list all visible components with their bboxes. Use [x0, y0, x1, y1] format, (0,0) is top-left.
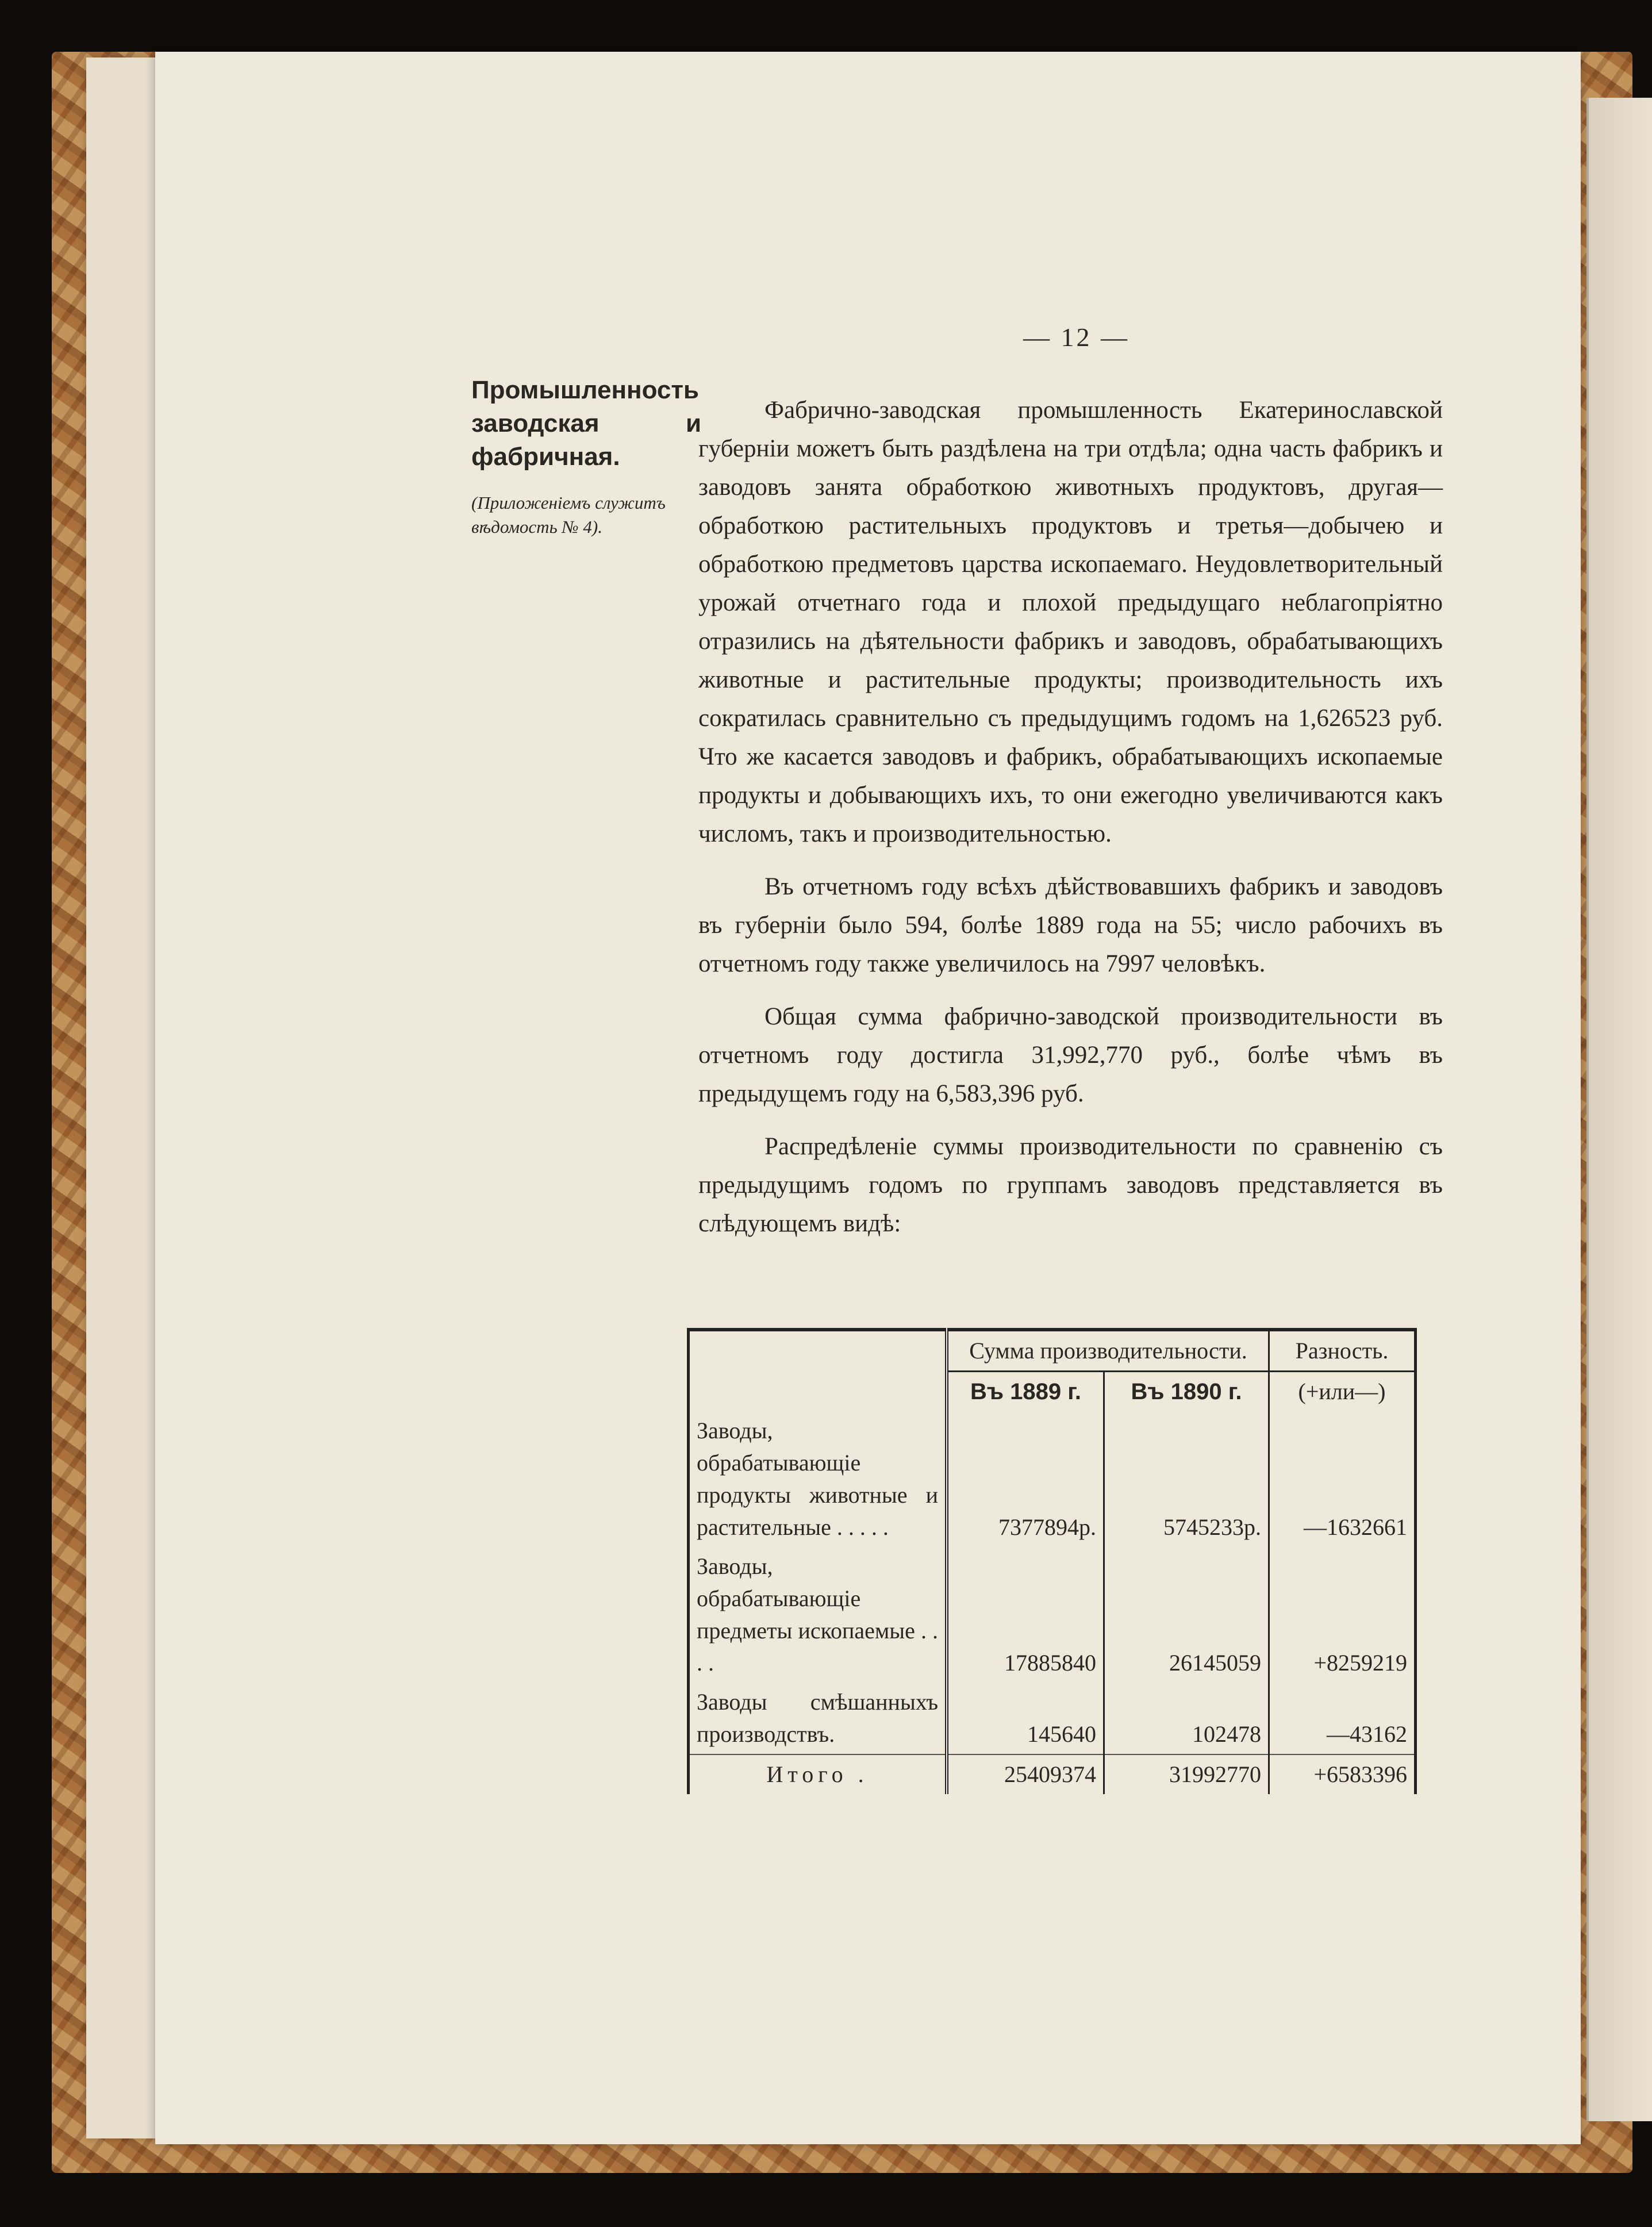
header-sum: Сумма производительности.	[947, 1330, 1269, 1372]
header-difference-sign: (+или—)	[1269, 1372, 1416, 1412]
row-label: Заводы, обрабатывающіе продукты животные и растительные . . . . .	[689, 1411, 947, 1547]
header-empty-cell	[689, 1330, 947, 1411]
margin-heading: Промышленность заводская и фабричная.	[471, 376, 701, 471]
table-row	[689, 1411, 1416, 1547]
page-number: — 12 —	[1023, 322, 1129, 352]
value-difference: —43162	[1269, 1683, 1416, 1754]
total-label: Итого .	[689, 1754, 947, 1794]
body-text	[698, 391, 1443, 1257]
paragraph: Распредѣленіе суммы производительности по сравненію съ предыдущимъ годомъ по группамъ заводовъ представляется въ слѣдующемъ видѣ:	[698, 1133, 1443, 1237]
value-1890: 102478	[1104, 1683, 1269, 1754]
production-table	[687, 1328, 1417, 1794]
value-1889: 17885840	[947, 1547, 1104, 1683]
total-1889: 25409374	[947, 1754, 1104, 1794]
paragraph: Фабрично-заводская промышленность Екатеринославской губерніи можетъ быть раздѣлена на три отдѣла; одна часть фабрикъ и заводовъ занята обработкою животныхъ продуктовъ, другая—обработкою растительныхъ продуктовъ и третья—добычею и обработкою предметовъ царства ископаемаго. Неудовлетворительный урожай отчетнаго года и плохой предыдущаго неблагопріятно отразились на дѣятельности фабрикъ и заводовъ, обрабатывающихъ животные и растительные продукты; производительность ихъ сократилась сравнительно съ предыдущимъ годомъ на 1,626523 руб. Что же касается заводовъ и фабрикъ, обрабатывающихъ ископаемые продукты и добывающихъ ихъ, то они ежегодно увеличиваются какъ числомъ, такъ и производительностью.	[698, 397, 1443, 847]
paragraph: Общая сумма фабрично-заводской производительности въ отчетномъ году достигла 31,992,770 руб., болѣе чѣмъ въ предыдущемъ году на 6,583,396 руб.	[698, 1003, 1443, 1107]
facing-page-edge	[1586, 98, 1652, 2121]
total-difference: +6583396	[1269, 1754, 1416, 1794]
margin-note	[471, 374, 701, 539]
header-year-1890: Въ 1890 г.	[1104, 1372, 1269, 1412]
paragraph: Въ отчетномъ году всѣхъ дѣйствовавшихъ фабрикъ и заводовъ въ губерніи было 594, болѣе 1889 года на 55; число рабочихъ въ отчетномъ году также увеличилось на 7997 человѣкъ.	[698, 873, 1443, 977]
row-label: Заводы смѣшанныхъ производствъ.	[689, 1683, 947, 1754]
value-difference: +8259219	[1269, 1547, 1416, 1683]
value-1889: 145640	[947, 1683, 1104, 1754]
table-row	[689, 1547, 1416, 1683]
value-1889: 7377894р.	[947, 1411, 1104, 1547]
header-year-1889: Въ 1889 г.	[947, 1372, 1104, 1412]
table-header-row	[689, 1330, 1416, 1372]
value-difference: —1632661	[1269, 1411, 1416, 1547]
total-1890: 31992770	[1104, 1754, 1269, 1794]
table-row	[689, 1683, 1416, 1754]
value-1890: 26145059	[1104, 1547, 1269, 1683]
production-table-grid	[687, 1328, 1417, 1794]
value-1890: 5745233р.	[1104, 1411, 1269, 1547]
row-label: Заводы, обрабатывающіе предметы ископаемые . . . .	[689, 1547, 947, 1683]
margin-appendix-reference: (Приложеніемъ служитъ вѣдомость № 4).	[471, 493, 666, 537]
header-difference: Разность.	[1269, 1330, 1416, 1372]
table-total-row	[689, 1754, 1416, 1794]
